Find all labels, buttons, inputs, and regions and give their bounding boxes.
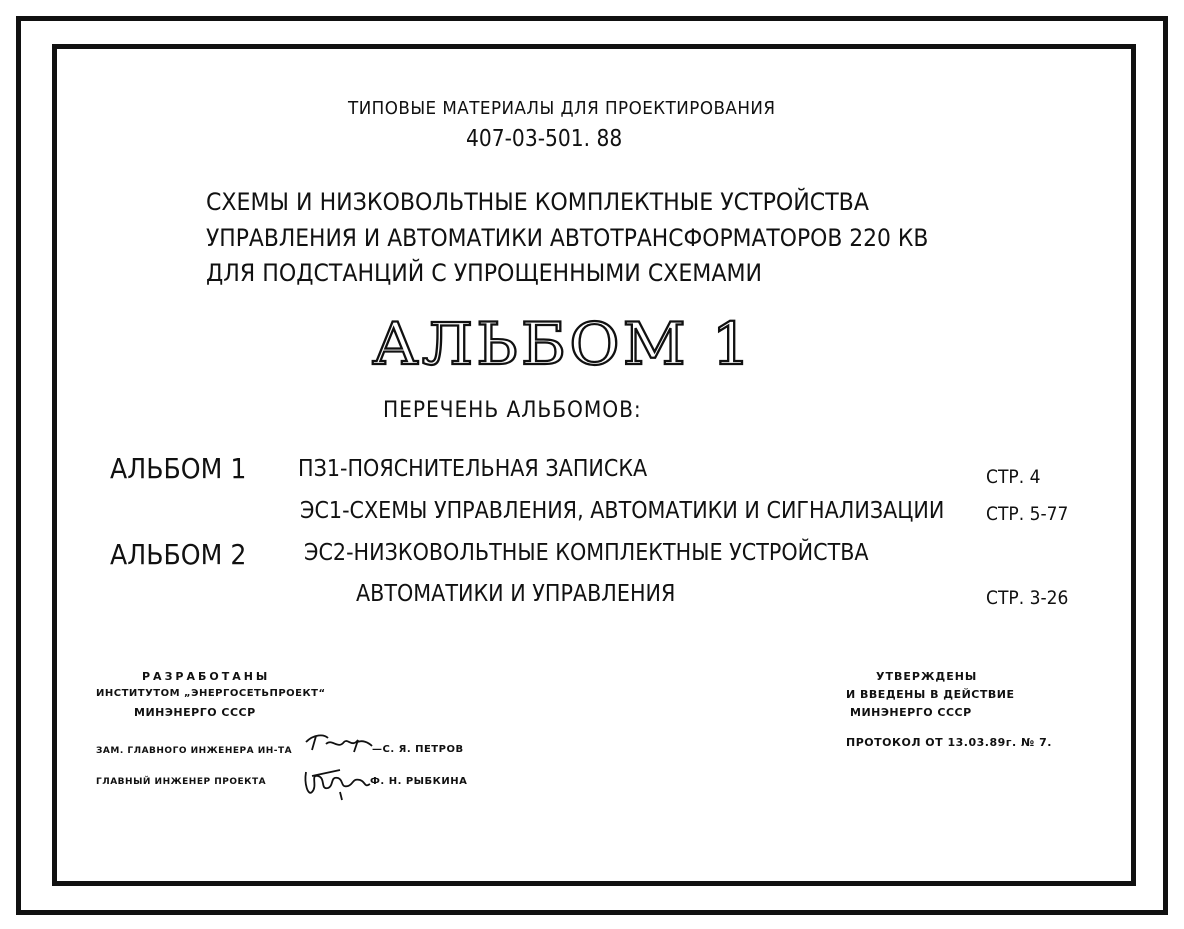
document-code: 407-03-501. 88 [466,126,623,152]
page-ref-pz1: СТР. 4 [986,466,1041,488]
page-ref-es1: СТР. 5-77 [986,503,1069,525]
signature-rybkina [300,762,372,802]
page-ref-es2: СТР. 3-26 [986,587,1069,609]
approved-enacted: И ВВЕДЕНЫ В ДЕЙСТВИЕ [846,688,1015,701]
entry-pz1: ПЗ1-ПОЯСНИТЕЛЬНАЯ ЗАПИСКА [298,456,648,482]
developed-by-heading: РАЗРАБОТАНЫ [142,670,271,683]
approved-heading: УТВЕРЖДЕНЫ [876,670,978,683]
series-heading: ТИПОВЫЕ МАТЕРИАЛЫ ДЛЯ ПРОЕКТИРОВАНИЯ [348,98,776,119]
title-line-3: ДЛЯ ПОДСТАНЦИЙ С УПРОЩЕННЫМИ СХЕМАМИ [206,259,763,287]
title-line-1: СХЕМЫ И НИЗКОВОЛЬТНЫЕ КОМПЛЕКТНЫЕ УСТРОЙСТВА [206,188,869,216]
deputy-chief-engineer-role: ЗАМ. ГЛАВНОГО ИНЖЕНЕРА ИН-ТА [96,746,293,756]
album-2-label: АЛЬБОМ 2 [110,538,247,571]
album-title: АЛЬБОМ 1 [372,310,754,378]
entry-es1: ЭС1-СХЕМЫ УПРАВЛЕНИЯ, АВТОМАТИКИ И СИГНАЛИЗАЦИИ [300,498,945,524]
signature-petrov [302,728,374,756]
chief-project-engineer-role: ГЛАВНЫЙ ИНЖЕНЕР ПРОЕКТА [96,777,267,787]
approval-protocol: ПРОТОКОЛ ОТ 13.03.89г. № 7. [846,736,1052,749]
name-petrov: —С. Я. ПЕТРОВ [372,744,464,755]
approved-ministry: МИНЭНЕРГО СССР [850,706,972,719]
developed-by-ministry: МИНЭНЕРГО СССР [134,706,256,719]
developed-by-institute: ИНСТИТУТОМ „ЭНЕРГОСЕТЬПРОЕКТ“ [96,688,326,699]
entry-es2: ЭС2-НИЗКОВОЛЬТНЫЕ КОМПЛЕКТНЫЕ УСТРОЙСТВА [304,540,869,566]
entry-es2-continued: АВТОМАТИКИ И УПРАВЛЕНИЯ [356,581,676,607]
title-line-2: УПРАВЛЕНИЯ И АВТОМАТИКИ АВТОТРАНСФОРМАТОРОВ 220 КВ [206,224,929,252]
albums-list-heading: ПЕРЕЧЕНЬ АЛЬБОМОВ: [383,398,642,423]
album-1-label: АЛЬБОМ 1 [110,452,247,485]
name-rybkina: Ф. Н. РЫБКИНА [370,776,468,787]
